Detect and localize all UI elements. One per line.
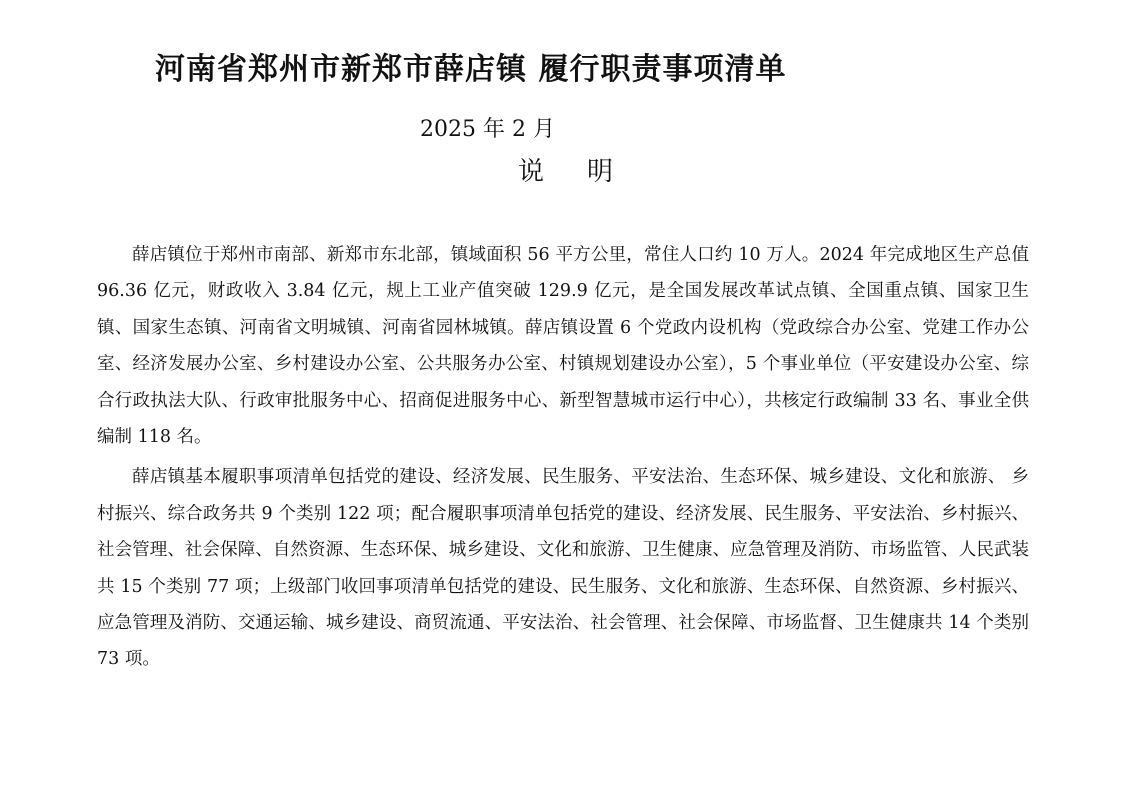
- document-title: 河南省郑州市新郑市薛店镇 履行职责事项清单: [155, 52, 787, 87]
- body-paragraph-2: 薛店镇基本履职事项清单包括党的建设、经济发展、民生服务、平安法治、生态环保、城乡建设、文化和旅游、 乡村振兴、综合政务共 9 个类别 122 项；配合履职事项清单包括党的建设、经济发展、民生服务、平安法治、乡村振兴、社会管理、社会保障、自然资源、生态环保、城乡建设、文化和旅游、卫生健康、应急管理及消防、市场监管、人民武装共 15 个类别 77 项；上级部门收回事项清单包括党的建设、民生服务、文化和旅游、生态环保、自然资源、乡村振兴、应急管理及消防、交通运输、城乡建设、商贸流通、平安法治、社会管理、社会保障、市场监督、卫生健康共 14 个类别 73 项。: [97, 467, 1029, 670]
- body-paragraph-1: 薛店镇位于郑州市南部、新郑市东北部，镇域面积 56 平方公里，常住人口约 10 万人。2024 年完成地区生产总值 96.36 亿元，财政收入 3.84 亿元，规上工业产值突破 129.9 亿元，是全国发展改革试点镇、全国重点镇、国家卫生镇、国家生态镇、河南省文明城镇、河南省园林城镇。薛店镇设置 6 个党政内设机构（党政综合办公室、党建工作办公室、经济发展办公室、乡村建设办公室、公共服务办公室、村镇规划建设办公室），5 个事业单位（平安建设办公室、综合行政执法大队、行政审批服务中心、招商促进服务中心、新型智慧城市运行中心），共核定行政编制 33 名、事业全供编制 118 名。: [97, 245, 1029, 448]
- document-date: 2025 年 2 月: [420, 117, 555, 142]
- document-body: [97, 237, 1029, 682]
- section-heading: 说 明: [518, 157, 616, 187]
